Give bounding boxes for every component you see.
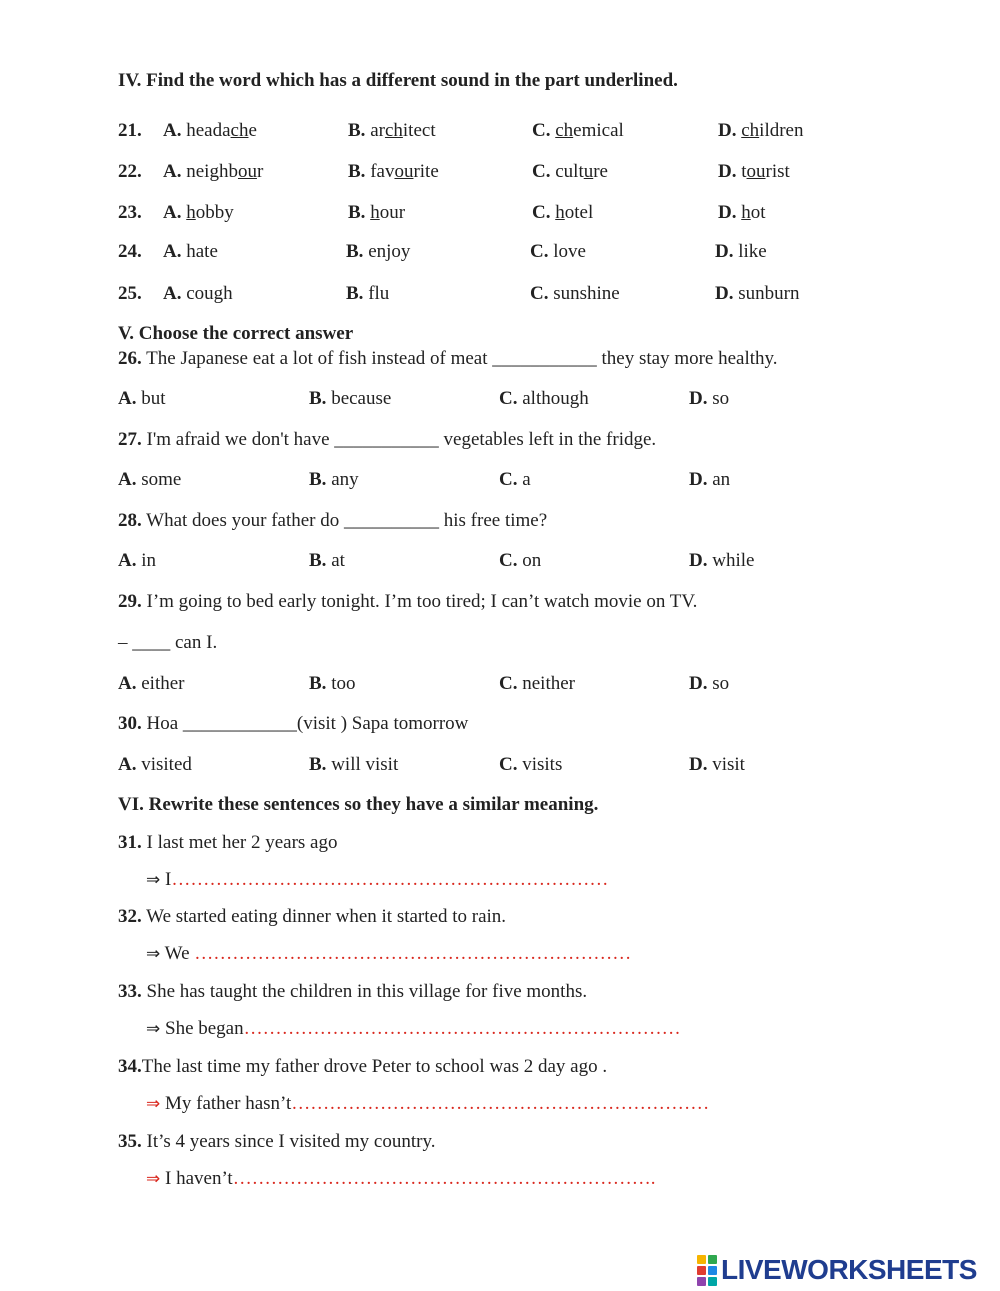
option-text: any [326, 469, 359, 490]
question-row [0, 202, 1000, 230]
option-word-start: neighb [186, 161, 238, 182]
option-text: an [707, 469, 731, 490]
option-letter: D. [689, 754, 708, 775]
question-text-line [118, 832, 337, 854]
section-iv-title: IV. Find the word which has a different sound in the part underlined. [118, 70, 678, 91]
option-text: too [326, 673, 356, 694]
option-text: while [707, 550, 755, 571]
question-text: She has taught the children in this village for five months. [141, 981, 588, 1002]
question-number: 35. [118, 1131, 142, 1152]
option-letter: A. [163, 241, 182, 262]
answer-option[interactable] [530, 283, 620, 305]
option-word-start: sunburn [738, 283, 800, 304]
option-word-start: sunshine [553, 283, 620, 304]
option-word-start: fav [370, 161, 395, 182]
underlined-part: ch [741, 120, 760, 141]
implies-arrow-icon: ⇒ [146, 1094, 161, 1114]
question-number: 22. [118, 161, 142, 182]
answer-start: I haven’t [165, 1168, 233, 1189]
implies-arrow-icon: ⇒ [146, 944, 161, 964]
answer-line[interactable] [146, 1018, 681, 1040]
option-text: because [326, 388, 392, 409]
option-letter: C. [530, 241, 549, 262]
question-text-line [118, 713, 468, 735]
option-word-start: heada [186, 120, 231, 141]
underlined-part: ou [237, 161, 257, 182]
option-word-end: ildren [759, 120, 804, 141]
question-text: The Japanese eat a lot of fish instead of meat ___________ they stay more healthy. [141, 348, 778, 369]
underlined-part: ou [746, 161, 766, 182]
answer-option[interactable] [163, 202, 234, 224]
option-letter: B. [309, 550, 327, 571]
option-word-start: flu [368, 283, 390, 304]
answer-option[interactable] [163, 283, 233, 305]
answer-option[interactable] [348, 120, 436, 142]
underlined-part: h [186, 202, 196, 223]
question-row [0, 241, 1000, 269]
option-letter: D. [689, 469, 708, 490]
question-text-line [118, 591, 697, 613]
option-letter: C. [499, 388, 518, 409]
answer-option[interactable] [118, 550, 156, 572]
answer-option[interactable] [532, 120, 624, 142]
question-text: We started eating dinner when it started to rain. [141, 906, 507, 927]
answer-option[interactable] [346, 283, 389, 305]
answer-option[interactable] [530, 241, 586, 263]
question-number: 32. [118, 906, 142, 927]
logo-text: LIVEWORKSHEETS [721, 1254, 977, 1285]
option-word-start: like [738, 241, 767, 262]
option-letter: B. [309, 388, 327, 409]
option-word-start: enjoy [368, 241, 411, 262]
option-word-end: otel [564, 202, 594, 223]
option-text: at [326, 550, 345, 571]
answer-start: My father hasn’t [165, 1093, 292, 1114]
logo-square [708, 1255, 717, 1264]
answer-option[interactable] [118, 673, 185, 695]
logo-square [708, 1266, 717, 1275]
question-text-line [118, 429, 656, 451]
question-text-line [118, 1056, 607, 1078]
underlined-part: h [741, 202, 751, 223]
question-text-line [118, 981, 587, 1003]
option-letter: B. [346, 283, 364, 304]
implies-arrow-icon: ⇒ [146, 1169, 161, 1189]
answer-start: We [164, 943, 195, 964]
logo-square [697, 1277, 706, 1286]
option-letter: A. [118, 550, 137, 571]
option-word-start: love [553, 241, 586, 262]
answer-option[interactable] [118, 754, 192, 776]
option-letter: B. [309, 754, 327, 775]
option-word-start: cough [186, 283, 233, 304]
answer-option[interactable] [718, 120, 804, 142]
question-number: 34. [118, 1056, 142, 1077]
option-word-start: cult [555, 161, 584, 182]
option-letter: C. [499, 550, 518, 571]
logo-mark-icon [697, 1255, 717, 1286]
question-number: 21. [118, 120, 142, 141]
option-letter: A. [118, 673, 137, 694]
answer-start: I [165, 869, 172, 890]
question-row [0, 161, 1000, 189]
option-letter: B. [348, 202, 366, 223]
answer-option[interactable] [346, 241, 410, 263]
answer-option[interactable] [348, 161, 439, 183]
option-letter: B. [348, 161, 366, 182]
answer-line[interactable] [146, 1168, 655, 1190]
option-letter: B. [309, 469, 327, 490]
option-letter: A. [163, 161, 182, 182]
question-text: I’m going to bed early tonight. I’m too tired; I can’t watch movie on TV. [141, 591, 698, 612]
option-letter: D. [689, 388, 708, 409]
logo-square [697, 1255, 706, 1264]
underlined-part: h [555, 202, 565, 223]
underlined-part: ch [555, 120, 574, 141]
question-text: I'm afraid we don't have ___________ vegetables left in the fridge. [141, 429, 657, 450]
answer-blank[interactable]: …………………………………………………………… [243, 1018, 681, 1039]
question-number: 28. [118, 510, 142, 531]
option-word-end: emical [573, 120, 624, 141]
logo-square [708, 1277, 717, 1286]
question-number: 26. [118, 348, 142, 369]
option-letter: A. [118, 754, 137, 775]
option-letter: C. [499, 754, 518, 775]
answer-blank[interactable]: ………………………………………………………… [291, 1093, 710, 1114]
option-text: will visit [326, 754, 399, 775]
implies-arrow-icon: ⇒ [146, 1019, 161, 1039]
option-word-end: obby [195, 202, 234, 223]
answer-line[interactable] [146, 943, 631, 965]
option-letter: A. [163, 202, 182, 223]
answer-option[interactable] [309, 469, 359, 491]
option-letter: D. [718, 202, 737, 223]
question-text: I last met her 2 years ago [141, 832, 338, 853]
option-text: either [136, 673, 185, 694]
option-letter: A. [118, 469, 137, 490]
answer-option[interactable] [689, 754, 745, 776]
answer-option[interactable] [163, 161, 263, 183]
option-letter: D. [689, 550, 708, 571]
question-response-line: – ____ can I. [118, 632, 218, 653]
question-text-line [118, 348, 778, 370]
answer-option[interactable] [499, 673, 575, 695]
answer-option[interactable] [689, 673, 729, 695]
answer-option[interactable] [163, 241, 218, 263]
option-text: in [136, 550, 157, 571]
option-letter: C. [499, 469, 518, 490]
option-text: on [517, 550, 542, 571]
option-word-end: re [593, 161, 608, 182]
question-number: 30. [118, 713, 142, 734]
option-letter: C. [532, 120, 551, 141]
question-number: 27. [118, 429, 142, 450]
option-word-end: rist [765, 161, 790, 182]
question-number: 23. [118, 202, 142, 223]
option-word-end: ot [750, 202, 766, 223]
answer-option[interactable] [689, 469, 730, 491]
answer-option[interactable] [309, 673, 355, 695]
underlined-part: ch [384, 120, 403, 141]
answer-line[interactable] [146, 869, 608, 891]
option-text: a [517, 469, 531, 490]
option-letter: B. [348, 120, 366, 141]
question-text: It’s 4 years since I visited my country. [141, 1131, 436, 1152]
option-letter: D. [715, 241, 734, 262]
option-text: although [517, 388, 589, 409]
option-word-start: t [741, 161, 747, 182]
answer-option[interactable] [309, 550, 345, 572]
answer-blank[interactable]: …………………………………………………………… [171, 869, 609, 890]
question-text-line [118, 510, 547, 532]
section-v-title: V. Choose the correct answer [118, 323, 354, 344]
underlined-part: ou [394, 161, 414, 182]
question-row [0, 120, 1000, 148]
option-letter: D. [718, 161, 737, 182]
question-number: 29. [118, 591, 142, 612]
option-text: so [707, 388, 730, 409]
option-word-start: hate [186, 241, 218, 262]
answer-start: She began [165, 1018, 244, 1039]
answer-option[interactable] [118, 388, 166, 410]
answer-option[interactable] [499, 754, 562, 776]
answer-line[interactable] [146, 1093, 709, 1115]
option-letter: D. [715, 283, 734, 304]
answer-blank[interactable]: …………………………………………………………. [232, 1168, 656, 1189]
option-letter: B. [346, 241, 364, 262]
option-text: neither [517, 673, 575, 694]
section-vi-title: VI. Rewrite these sentences so they have a similar meaning. [118, 794, 599, 815]
underlined-part: ch [230, 120, 249, 141]
liveworksheets-logo [697, 1254, 977, 1286]
answer-option[interactable] [499, 388, 589, 410]
option-word-end: itect [402, 120, 436, 141]
option-letter: C. [532, 161, 551, 182]
answer-option[interactable] [689, 388, 729, 410]
option-word-end: our [379, 202, 406, 223]
answer-option[interactable] [532, 161, 608, 183]
answer-option[interactable] [309, 388, 391, 410]
answer-option[interactable] [532, 202, 593, 224]
answer-option[interactable] [118, 469, 181, 491]
option-text: visits [517, 754, 563, 775]
question-number: 25. [118, 283, 142, 304]
answer-option[interactable] [715, 283, 799, 305]
question-text: Hoa ____________(visit ) Sapa tomorrow [141, 713, 469, 734]
option-letter: C. [530, 283, 549, 304]
question-text-line [118, 906, 506, 928]
question-number: 24. [118, 241, 142, 262]
option-word-start: ar [370, 120, 385, 141]
underlined-part: u [583, 161, 594, 182]
answer-option[interactable] [163, 120, 257, 142]
option-word-end: e [248, 120, 257, 141]
option-letter: A. [163, 283, 182, 304]
answer-option[interactable] [718, 202, 766, 224]
answer-option[interactable] [689, 550, 754, 572]
option-letter: B. [309, 673, 327, 694]
option-text: visit [707, 754, 745, 775]
question-text: The last time my father drove Peter to school was 2 day ago . [141, 1056, 608, 1077]
answer-option[interactable] [499, 469, 531, 491]
option-letter: D. [689, 673, 708, 694]
question-text-line [118, 1131, 435, 1153]
option-word-end: rite [413, 161, 439, 182]
option-text: some [136, 469, 182, 490]
option-text: but [136, 388, 166, 409]
answer-option[interactable] [718, 161, 790, 183]
option-word-end: r [256, 161, 264, 182]
underlined-part: h [370, 202, 380, 223]
answer-option[interactable] [715, 241, 767, 263]
question-number: 33. [118, 981, 142, 1002]
option-letter: D. [718, 120, 737, 141]
option-text: visited [136, 754, 192, 775]
question-row [0, 283, 1000, 311]
question-text: What does your father do __________ his free time? [141, 510, 548, 531]
answer-option[interactable] [309, 754, 398, 776]
option-letter: C. [532, 202, 551, 223]
answer-blank[interactable]: …………………………………………………………… [194, 943, 632, 964]
answer-option[interactable] [348, 202, 405, 224]
option-text: so [707, 673, 730, 694]
option-letter: A. [118, 388, 137, 409]
implies-arrow-icon: ⇒ [146, 870, 161, 890]
question-number: 31. [118, 832, 142, 853]
logo-square [697, 1266, 706, 1275]
option-letter: C. [499, 673, 518, 694]
option-letter: A. [163, 120, 182, 141]
answer-option[interactable] [499, 550, 541, 572]
